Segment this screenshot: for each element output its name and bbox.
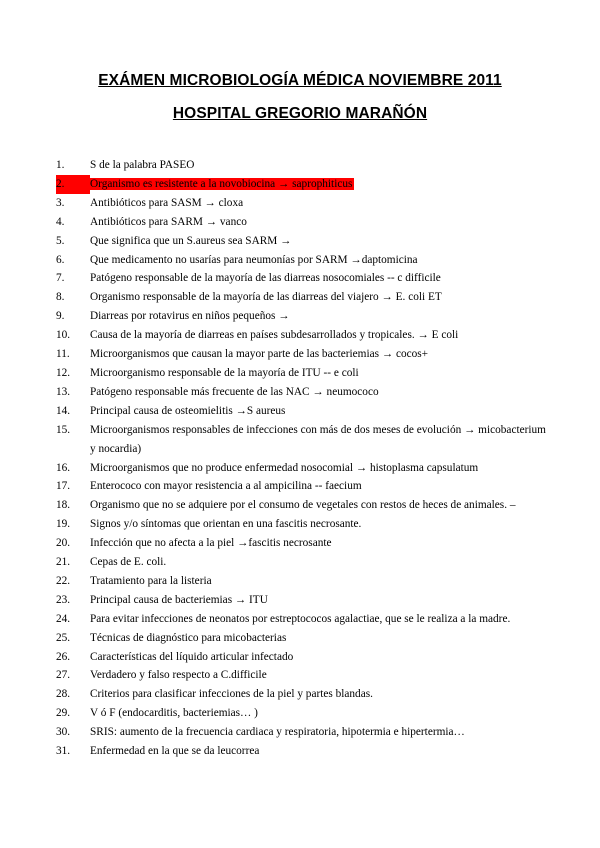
question-number: 6. xyxy=(56,253,65,266)
question-item xyxy=(0,477,600,496)
question-number: 18. xyxy=(56,499,71,512)
question-text: Que significa que un S.aureus sea SARM → xyxy=(90,234,292,247)
question-item xyxy=(0,666,600,685)
question-number: 30. xyxy=(56,726,71,739)
question-number: 7. xyxy=(56,272,65,285)
question-number: 3. xyxy=(56,196,65,209)
question-number: 4. xyxy=(56,215,65,228)
question-item xyxy=(0,345,600,364)
question-item xyxy=(0,572,600,591)
question-text: Características del líquido articular infectado xyxy=(90,650,294,663)
question-item xyxy=(0,742,600,761)
question-item xyxy=(0,269,600,288)
question-text: Microorganismo responsable de la mayoría de ITU -- e coli xyxy=(90,366,359,379)
question-text: Enfermedad en la que se da leucorrea xyxy=(90,745,260,758)
question-item xyxy=(0,704,600,723)
question-number: 17. xyxy=(56,480,71,493)
question-number: 31. xyxy=(56,745,71,758)
question-text: Principal causa de bacteriemias → ITU xyxy=(90,593,268,606)
question-text: Para evitar infecciones de neonatos por estreptococos agalactiae, que se le realiza a la madre. xyxy=(90,612,511,625)
question-number: 16. xyxy=(56,461,71,474)
question-text: Organismo responsable de la mayoría de las diarreas del viajero → E. coli ET xyxy=(90,291,442,304)
question-item xyxy=(0,213,600,232)
question-item xyxy=(0,288,600,307)
question-number: 13. xyxy=(56,385,71,398)
question-number: 28. xyxy=(56,688,71,701)
exam-title: EXÁMEN MICROBIOLOGÍA MÉDICA NOVIEMBRE 2011 xyxy=(98,72,502,89)
question-item xyxy=(0,383,600,402)
question-text: Microorganismos que causan la mayor parte de las bacteriemias → cocos+ xyxy=(90,348,429,361)
question-number: 1. xyxy=(56,159,65,171)
question-number: 29. xyxy=(56,707,71,720)
question-text: Técnicas de diagnóstico para micobacterias xyxy=(90,631,287,644)
question-number: 8. xyxy=(56,291,65,304)
question-item xyxy=(0,553,600,572)
question-item xyxy=(0,685,600,704)
question-text: SRIS: aumento de la frecuencia cardiaca y respiratoria, hipotermia e hipertermia… xyxy=(90,726,465,739)
question-item xyxy=(0,723,600,742)
question-item xyxy=(0,326,600,345)
question-number: 26. xyxy=(56,650,71,663)
question-text: Verdadero y falso respecto a C.difficile xyxy=(90,669,267,682)
question-text: V ó F (endocarditis, bacteriemias… ) xyxy=(90,707,258,720)
question-item xyxy=(0,156,600,175)
question-number: 21. xyxy=(56,556,71,569)
question-text: Tratamiento para la listeria xyxy=(90,574,212,587)
question-number: 5. xyxy=(56,234,65,247)
question-number: 12. xyxy=(56,366,71,379)
question-number: 11. xyxy=(56,348,70,361)
question-text: Cepas de E. coli. xyxy=(90,556,167,569)
question-number: 15. xyxy=(56,423,71,436)
question-number: 19. xyxy=(56,518,71,531)
question-text: Patógeno responsable de la mayoría de las diarreas nosocomiales -- c difficile xyxy=(90,272,441,285)
question-number: 24. xyxy=(56,612,71,625)
question-text: Microorganismos que no produce enfermedad nosocomial → histoplasma capsulatum xyxy=(90,461,479,474)
question-item xyxy=(0,251,600,270)
question-number: 20. xyxy=(56,537,71,550)
question-text: Criterios para clasificar infecciones de la piel y partes blandas. xyxy=(90,688,373,701)
question-item xyxy=(0,591,600,610)
question-text: Que medicamento no usarías para neumonías por SARM →daptomicina xyxy=(90,253,418,266)
question-number: 27. xyxy=(56,669,71,682)
question-text: S de la palabra PASEO xyxy=(90,159,195,171)
question-text: Organismo es resistente a la novobiocina → saprophiticus xyxy=(90,177,353,190)
question-text: Enterococo con mayor resistencia a al ampicilina -- faecium xyxy=(90,480,362,493)
question-text: Diarreas por rotavirus en niños pequeños → xyxy=(90,310,290,323)
question-item xyxy=(0,402,600,421)
question-text: Signos y/o síntomas que orientan en una fascitis necrosante. xyxy=(90,518,362,531)
hospital-title: HOSPITAL GREGORIO MARAÑÓN xyxy=(172,105,428,122)
question-number: 9. xyxy=(56,310,65,323)
question-item-highlighted xyxy=(0,175,600,194)
question-item xyxy=(0,496,600,515)
question-item xyxy=(0,515,600,534)
question-item xyxy=(0,459,600,478)
question-item xyxy=(0,648,600,667)
question-text: Microorganismos responsables de infecciones con más de dos meses de evolución → micobacterium y nocardia) xyxy=(90,423,546,455)
question-number: 2. xyxy=(56,175,90,194)
question-number: 25. xyxy=(56,631,71,644)
question-item xyxy=(0,194,600,213)
question-item xyxy=(0,534,600,553)
question-number: 22. xyxy=(56,574,71,587)
question-number: 14. xyxy=(56,404,71,417)
question-list xyxy=(0,156,600,761)
question-item xyxy=(0,364,600,383)
question-text: Infección que no afecta a la piel →fascitis necrosante xyxy=(90,537,332,550)
question-text: Causa de la mayoría de diarreas en países subdesarrollados y tropicales. → E coli xyxy=(90,329,459,342)
question-text: Patógeno responsable más frecuente de las NAC → neumococo xyxy=(90,385,379,398)
question-text: Antibióticos para SARM → vanco xyxy=(90,215,247,228)
question-item xyxy=(0,232,600,251)
question-item xyxy=(0,629,600,648)
question-item xyxy=(0,421,600,459)
question-number: 23. xyxy=(56,593,71,606)
question-item xyxy=(0,610,600,629)
question-text: Antibióticos para SASM → cloxa xyxy=(90,196,244,209)
question-text: Organismo que no se adquiere por el consumo de vegetales con restos de heces de animales. – xyxy=(90,499,516,512)
question-text: Principal causa de osteomielitis →S aureus xyxy=(90,404,286,417)
question-item xyxy=(0,307,600,326)
question-number: 10. xyxy=(56,329,71,342)
